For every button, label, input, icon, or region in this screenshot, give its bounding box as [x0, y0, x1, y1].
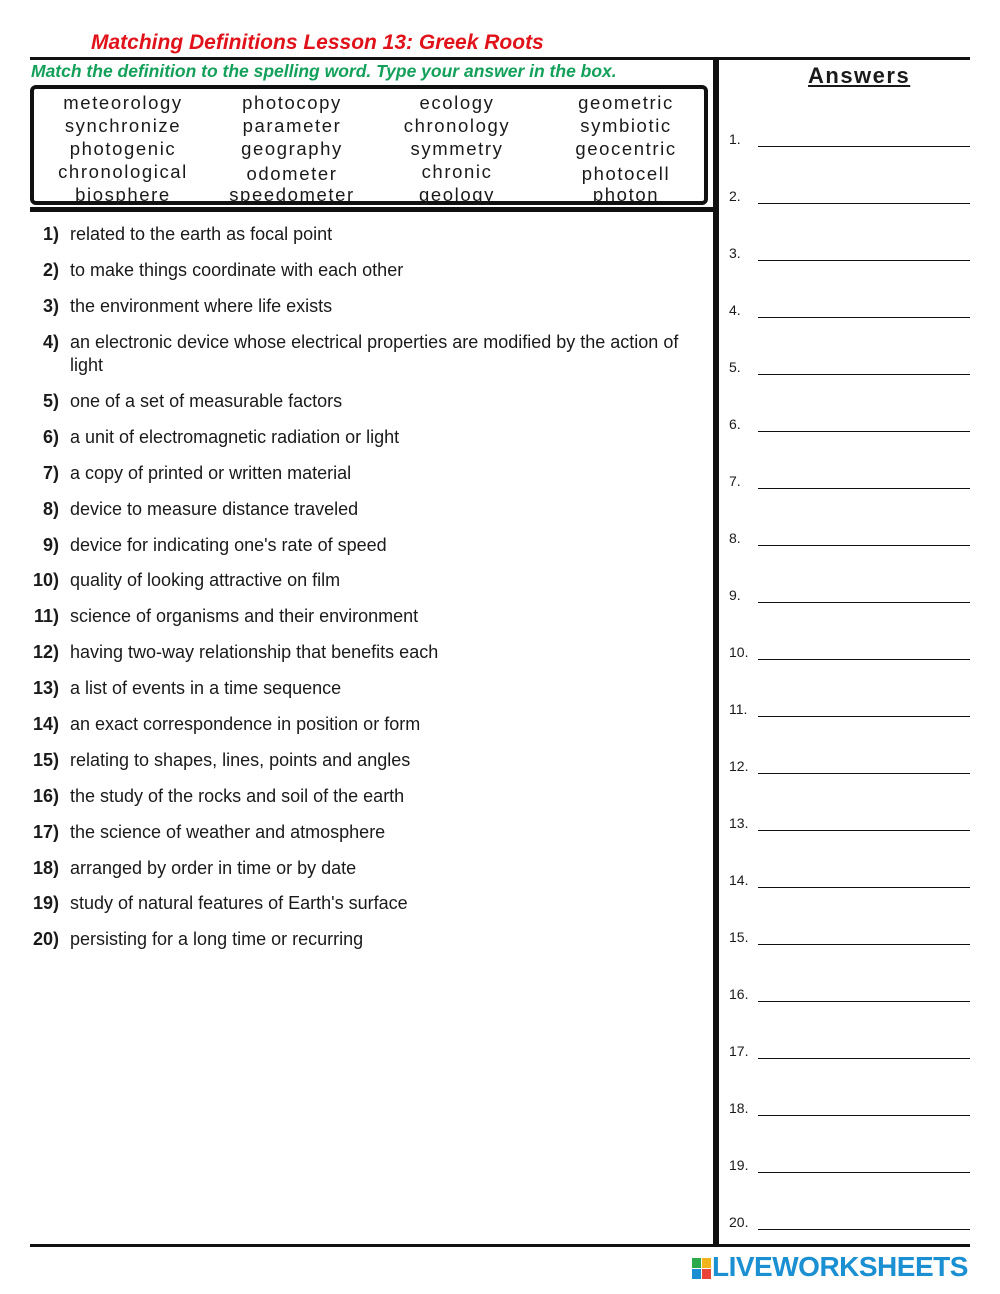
- answer-row: [729, 1100, 970, 1120]
- definition-text: a unit of electromagnetic radiation or light: [70, 427, 400, 447]
- word-bank-item: photogenic: [69, 138, 177, 159]
- word-bank-item: chronic: [421, 161, 493, 182]
- answer-number: 8.: [729, 530, 741, 546]
- answer-input[interactable]: [758, 1229, 970, 1230]
- answer-row: [729, 701, 970, 721]
- answer-row: [729, 1043, 970, 1063]
- answer-input[interactable]: [758, 1172, 970, 1173]
- word-bank-item: geocentric: [575, 138, 677, 159]
- definition-number: 3): [42, 296, 59, 316]
- definition-number: 18): [32, 858, 59, 878]
- word-bank-item: speedometer: [229, 184, 355, 205]
- definition-text: quality of looking attractive on film: [70, 570, 341, 590]
- word-bank-item: photocopy: [242, 92, 342, 113]
- definition-number: 1): [42, 224, 59, 244]
- definition-number: 11): [33, 606, 59, 626]
- answer-number: 5.: [729, 359, 741, 375]
- answer-input[interactable]: [758, 545, 970, 546]
- definition-text: a copy of printed or written material: [70, 463, 352, 483]
- logo-text: LIVEWORKSHEETS: [712, 1251, 968, 1282]
- definition-number: 9): [42, 535, 59, 555]
- answer-input[interactable]: [758, 1001, 970, 1002]
- answer-input[interactable]: [758, 887, 970, 888]
- answer-row: [729, 131, 970, 151]
- answer-input[interactable]: [758, 146, 970, 147]
- answer-number: 17.: [729, 1043, 749, 1059]
- answer-row: [729, 587, 970, 607]
- word-bank-item: odometer: [246, 163, 338, 184]
- answer-input[interactable]: [758, 317, 970, 318]
- definition-text: persisting for a long time or recurring: [70, 929, 364, 949]
- answer-number: 14.: [729, 872, 749, 888]
- definition-text: one of a set of measurable factors: [70, 391, 343, 411]
- answer-number: 10.: [729, 644, 749, 660]
- bottom-rule: [30, 1244, 970, 1247]
- page-title: Matching Definitions Lesson 13: Greek Roots: [91, 31, 544, 54]
- answer-row: [729, 302, 970, 322]
- answer-number: 12.: [729, 758, 749, 774]
- definition-number: 15): [32, 750, 59, 770]
- definition-number: 2): [42, 260, 59, 280]
- word-bank-item: geography: [241, 138, 343, 159]
- word-bank-item: photocell: [581, 163, 671, 184]
- word-bank-item: photon: [592, 184, 660, 205]
- answer-input[interactable]: [758, 488, 970, 489]
- definition-text: related to the earth as focal point: [70, 224, 333, 244]
- word-bank-item: meteorology: [63, 92, 183, 113]
- definition-number: 8): [42, 499, 59, 519]
- answer-number: 11.: [729, 701, 748, 717]
- answer-input[interactable]: [758, 602, 970, 603]
- definition-text: an exact correspondence in position or form: [70, 714, 421, 734]
- word-bank-item: parameter: [242, 115, 342, 136]
- definition-text: device for indicating one's rate of speed: [70, 535, 387, 555]
- answer-row: [729, 644, 970, 664]
- definition-text: the study of the rocks and soil of the earth: [70, 786, 405, 806]
- answer-number: 18.: [729, 1100, 749, 1116]
- answer-input[interactable]: [758, 1115, 970, 1116]
- definition-number: 19): [32, 893, 59, 913]
- definition-number: 10): [32, 570, 59, 590]
- answer-row: [729, 473, 970, 493]
- definition-number: 12): [32, 642, 59, 662]
- answer-row: [729, 872, 970, 892]
- answer-input[interactable]: [758, 830, 970, 831]
- answer-row: [729, 416, 970, 436]
- definition-number: 16): [32, 786, 59, 806]
- word-bank-item: biosphere: [75, 184, 171, 205]
- answer-number: 1.: [729, 131, 741, 147]
- answer-row: [729, 815, 970, 835]
- definition-text: a list of events in a time sequence: [70, 678, 342, 698]
- word-bank: [30, 85, 708, 205]
- answer-row: [729, 986, 970, 1006]
- answer-number: 15.: [729, 929, 749, 945]
- answer-number: 16.: [729, 986, 749, 1002]
- word-bank-item: symbiotic: [580, 115, 672, 136]
- answer-row: [729, 530, 970, 550]
- definition-text: study of natural features of Earth's surface: [70, 893, 408, 913]
- definition-text: to make things coordinate with each other: [70, 260, 404, 280]
- answer-input[interactable]: [758, 431, 970, 432]
- word-bank-item: symmetry: [410, 138, 504, 159]
- word-bank-underline: [30, 207, 713, 212]
- answer-row: [729, 758, 970, 778]
- answers-title: Answers: [808, 63, 911, 88]
- word-bank-item: ecology: [419, 92, 495, 113]
- definition-number: 17): [32, 822, 59, 842]
- answer-input[interactable]: [758, 659, 970, 660]
- answer-input[interactable]: [758, 1058, 970, 1059]
- answer-input[interactable]: [758, 716, 970, 717]
- definition-number: 14): [32, 714, 59, 734]
- definition-text: an electronic device whose electrical properties are modified by the action of light: [70, 332, 679, 375]
- column-divider: [713, 59, 719, 1246]
- definition-text: relating to shapes, lines, points and angles: [70, 750, 411, 770]
- answer-row: [729, 1157, 970, 1177]
- answer-number: 9.: [729, 587, 741, 603]
- definition-text: science of organisms and their environment: [70, 606, 419, 626]
- answer-row: [729, 245, 970, 265]
- answer-number: 3.: [729, 245, 741, 261]
- word-bank-item: chronological: [58, 161, 188, 182]
- top-rule: [30, 57, 970, 60]
- definition-text: the environment where life exists: [70, 296, 333, 316]
- answer-row: [729, 359, 970, 379]
- instructions: Match the definition to the spelling word. Type your answer in the box.: [31, 61, 617, 81]
- answer-input[interactable]: [758, 773, 970, 774]
- word-bank-item: chronology: [403, 115, 511, 136]
- answer-number: 19.: [729, 1157, 749, 1173]
- definition-text: arranged by order in time or by date: [70, 858, 357, 878]
- definition-number: 13): [32, 678, 59, 698]
- answer-number: 2.: [729, 188, 741, 204]
- answer-input[interactable]: [758, 374, 970, 375]
- answer-row: [729, 929, 970, 949]
- definition-number: 7): [42, 463, 59, 483]
- answer-number: 6.: [729, 416, 741, 432]
- answer-number: 20.: [729, 1214, 749, 1230]
- definition-number: 20): [32, 929, 59, 949]
- answer-row: [729, 1214, 970, 1234]
- word-bank-item: synchronize: [64, 115, 182, 136]
- definition-text: having two-way relationship that benefits each: [70, 642, 439, 662]
- word-bank-item: geology: [418, 184, 495, 205]
- answer-number: 4.: [729, 302, 741, 318]
- definition-number: 5): [42, 391, 59, 411]
- answer-input[interactable]: [758, 944, 970, 945]
- word-bank-item: geometric: [578, 92, 674, 113]
- answer-number: 7.: [729, 473, 741, 489]
- definition-number: 4): [42, 332, 59, 352]
- answer-number: 13.: [729, 815, 749, 831]
- definition-text: device to measure distance traveled: [70, 499, 359, 519]
- liveworksheets-logo-icon: [692, 1258, 712, 1280]
- definition-number: 6): [42, 427, 59, 447]
- definition-text: the science of weather and atmosphere: [70, 822, 386, 842]
- answer-input[interactable]: [758, 203, 970, 204]
- answer-input[interactable]: [758, 260, 970, 261]
- answer-row: [729, 188, 970, 208]
